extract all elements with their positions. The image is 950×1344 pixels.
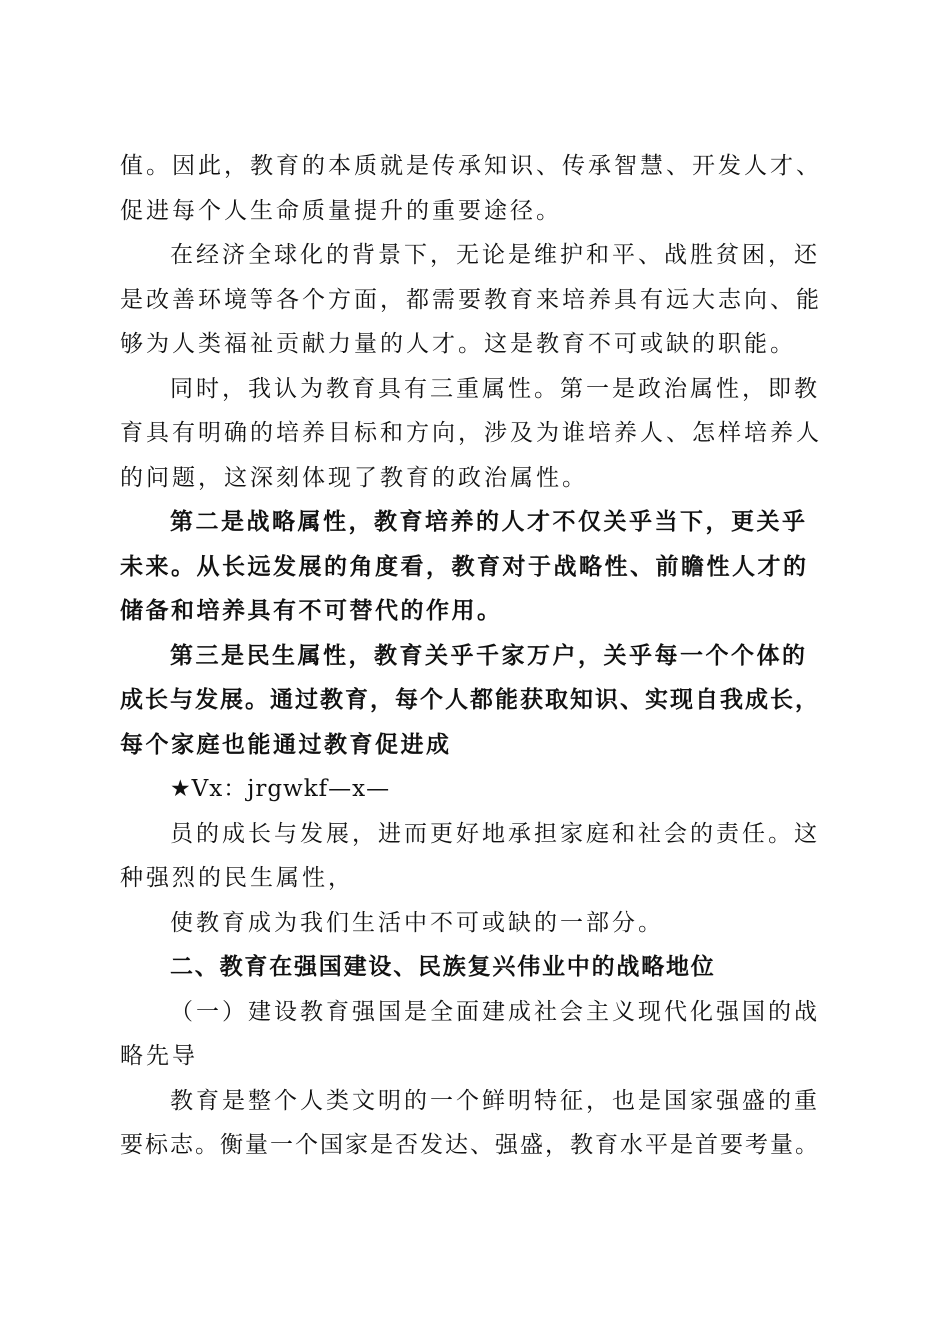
paragraph-start: 在经济全球化的背景下，无论是维护和平、战胜贫困，还 — [170, 242, 820, 268]
text-line: 是改善环境等各个方面，都需要教育来培养具有远大志向、能 — [120, 286, 822, 313]
text-line: 种强烈的民生属性， — [120, 865, 354, 891]
section-heading: 二、教育在强国建设、民族复兴伟业中的战略地位 — [170, 954, 716, 980]
text-line: 促进每个人生命质量提升的重要途径。 — [120, 197, 562, 224]
text-line: 值。因此，教育的本质就是传承知识、传承智慧、开发人才、 — [120, 153, 822, 179]
paragraph-start: 同时，我认为教育具有三重属性。第一是政治属性，即教 — [170, 375, 820, 402]
text-line-bold: 未来。从长远发展的角度看，教育对于战略性、前瞻性人才的 — [120, 553, 809, 580]
paragraph-start: 使教育成为我们生活中不可或缺的一部分。 — [170, 909, 664, 936]
document-body — [120, 144, 842, 1168]
subsection-heading: （一）建设教育强国是全面建成社会主义现代化强国的战 — [170, 998, 820, 1025]
paragraph-start: 教育是整个人类文明的一个鲜明特征，也是国家强盛的重 — [170, 1087, 820, 1114]
text-line: 的问题，这深刻体现了教育的政治属性。 — [120, 464, 588, 491]
paragraph-start: 员的成长与发展，进而更好地承担家庭和社会的责任。这 — [170, 820, 820, 847]
text-line-bold: 储备和培养具有不可替代的作用。 — [120, 598, 503, 624]
text-line: 要标志。衡量一个国家是否发达、强盛，教育水平是首要考量。 — [120, 1132, 820, 1158]
text-line-bold: 每个家庭也能通过教育促进成 — [120, 731, 452, 758]
subsection-heading-continued: 略先导 — [120, 1043, 198, 1069]
text-line: 育具有明确的培养目标和方向，涉及为谁培养人、怎样培养人 — [120, 420, 822, 446]
contact-line: ★Vx：jrgwkf—x— — [170, 776, 391, 802]
paragraph-start-bold: 第三是民生属性，教育关乎千家万户，关乎每一个个体的 — [170, 642, 808, 669]
paragraph-start-bold: 第二是战略属性，教育培养的人才不仅关乎当下，更关乎 — [170, 509, 808, 535]
text-line-bold: 成长与发展。通过教育，每个人都能获取知识、实现自我成长， — [120, 687, 820, 713]
text-line: 够为人类福祉贡献力量的人才。这是教育不可或缺的职能。 — [120, 331, 796, 357]
